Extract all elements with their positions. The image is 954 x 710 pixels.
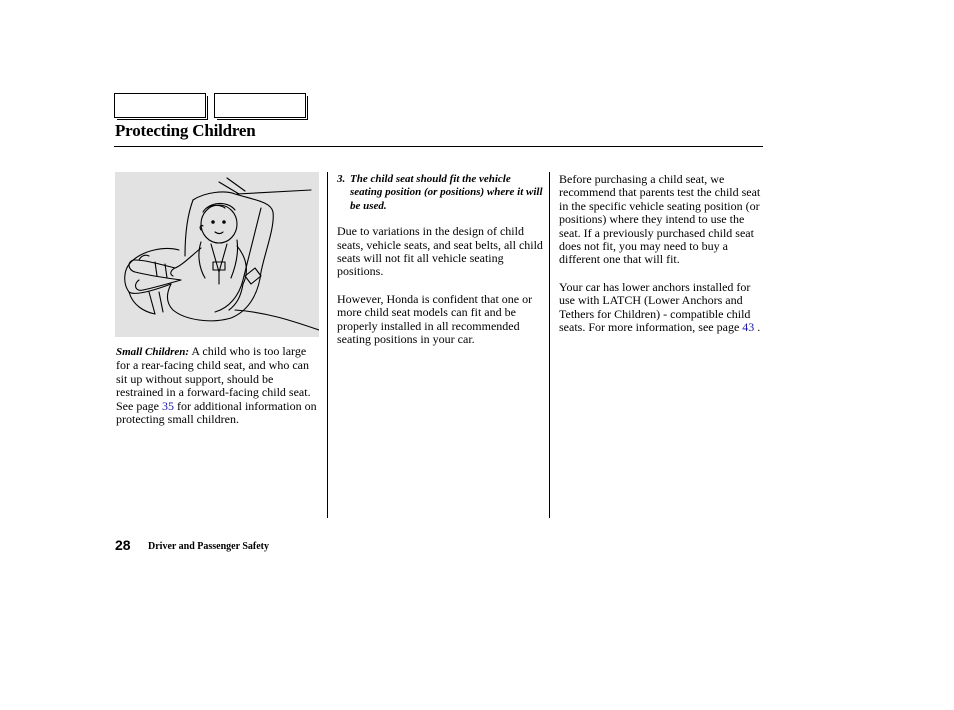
- nav-tab-1[interactable]: [114, 93, 206, 118]
- child-seat-illustration: [115, 172, 319, 337]
- small-children-text: A child who is too large for a rear-facing child seat, and who can sit up without support, should be restrained in a forward-facing child seat. See page: [116, 344, 311, 413]
- nav-tab-2[interactable]: [214, 93, 306, 118]
- column-1: [116, 345, 322, 440]
- column-divider-1: [327, 172, 328, 518]
- column-divider-2: [549, 172, 550, 518]
- variations-paragraph: Due to variations in the design of child seats, vehicle seats, and seat belts, all child seats will not fit all vehicle seating positions.: [337, 224, 543, 279]
- column-3: [559, 173, 764, 348]
- fit-note: [337, 173, 543, 213]
- page-43-link[interactable]: 43: [742, 320, 755, 335]
- honda-confidence-paragraph: However, Honda is confident that one or more child seat models can fit and be properly installed in all recommended seating positions in your car.: [337, 291, 533, 347]
- latch-paragraph: [559, 281, 764, 335]
- latch-text: Your car has lower anchors installed for use with LATCH (Lower Anchors and Tethers for Children) - compatible child seats. For more information, see page: [559, 279, 751, 335]
- page-number: 28: [115, 537, 131, 553]
- page-title: Protecting Children: [115, 121, 256, 140]
- title-rule: [114, 146, 763, 147]
- note-number: 3.: [337, 173, 346, 185]
- purchasing-paragraph: Before purchasing a child seat, we recommend that parents test the child seat in the specific vehicle seating position (or positions) where they intend to use the seat. If a previously purchased child seat does not fit, you may need to buy a different one that will fit.: [559, 172, 761, 267]
- small-children-caption: Small Children:: [116, 346, 190, 358]
- column-2: [337, 173, 543, 360]
- small-children-paragraph: [116, 345, 322, 426]
- section-title: Driver and Passenger Safety: [148, 541, 270, 552]
- page-35-link[interactable]: 35: [161, 398, 174, 413]
- latch-text-end: .: [754, 320, 761, 335]
- small-children-text-end: for additional information on protecting small children.: [116, 398, 317, 427]
- note-text: The child seat should fit the vehicle seating position (or positions) where it will be used.: [350, 173, 543, 212]
